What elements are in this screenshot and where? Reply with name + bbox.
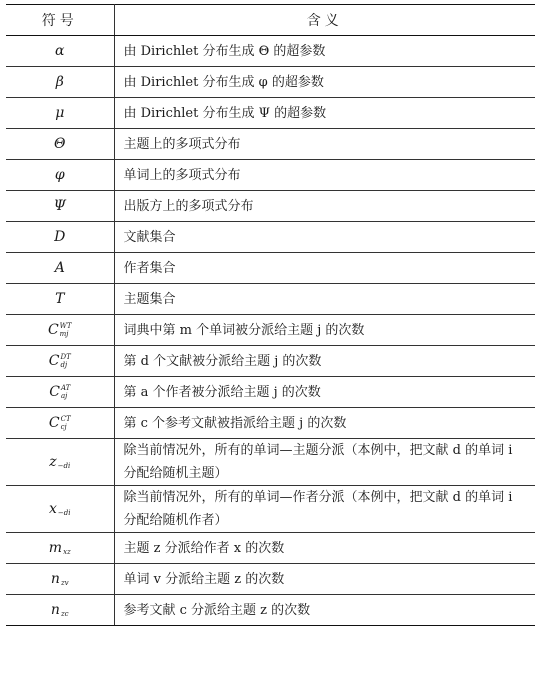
table-row xyxy=(6,315,535,346)
symbol-superscript xyxy=(61,602,69,610)
symbol-scripts xyxy=(60,353,70,369)
symbol-superscript xyxy=(58,454,71,462)
symbol-base: μ xyxy=(55,105,65,121)
meaning-cell: 由 Dirichlet 分布生成 Ψ 的超参数 xyxy=(114,98,535,129)
table-row xyxy=(6,564,535,595)
symbol-cell xyxy=(6,160,114,191)
symbol-base: Ψ xyxy=(53,198,66,214)
table-row xyxy=(6,191,535,222)
table-row xyxy=(6,222,535,253)
symbol-base: α xyxy=(55,43,65,59)
symbol-scripts xyxy=(61,384,70,400)
meaning-cell: 第 c 个参考文献被指派给主题 j 的次数 xyxy=(114,408,535,439)
symbol-cell xyxy=(6,486,114,533)
symbol-base: z xyxy=(49,454,57,470)
symbol-scripts xyxy=(61,602,69,618)
symbol-cell xyxy=(6,439,114,486)
notation-table xyxy=(6,4,535,626)
symbol-scripts xyxy=(63,540,71,556)
symbol-cell xyxy=(6,564,114,595)
symbol-cell xyxy=(6,595,114,626)
meaning-cell: 由 Dirichlet 分布生成 φ 的超参数 xyxy=(114,67,535,98)
symbol-subscript: zv xyxy=(60,579,69,587)
meaning-cell: 第 a 个作者被分派给主题 j 的次数 xyxy=(114,377,535,408)
table-row xyxy=(6,377,535,408)
symbol-cell xyxy=(6,222,114,253)
table-row xyxy=(6,98,535,129)
meaning-cell: 主题集合 xyxy=(114,284,535,315)
meaning-cell: 参考文献 c 分派给主题 z 的次数 xyxy=(114,595,535,626)
symbol-subscript: mj xyxy=(59,330,69,338)
symbol-cell xyxy=(6,408,114,439)
symbol-superscript xyxy=(58,501,71,509)
symbol-base: C xyxy=(48,415,60,431)
table-row xyxy=(6,129,535,160)
symbol-subscript: dj xyxy=(60,361,68,369)
symbol-cell xyxy=(6,67,114,98)
symbol-base: T xyxy=(55,291,65,307)
meaning-cell: 单词上的多项式分布 xyxy=(114,160,535,191)
symbol-subscript: xz xyxy=(63,548,71,556)
table-header-row xyxy=(6,5,535,36)
symbol-base: n xyxy=(50,571,60,587)
symbol-base: φ xyxy=(54,167,65,183)
symbol-base: C xyxy=(49,384,60,400)
symbol-base: D xyxy=(54,229,66,245)
meaning-cell: 第 d 个文献被分派给主题 j 的次数 xyxy=(114,346,535,377)
table-row xyxy=(6,160,535,191)
symbol-cell xyxy=(6,377,114,408)
table-row xyxy=(6,486,535,533)
table-row xyxy=(6,595,535,626)
meaning-cell: 出版方上的多项式分布 xyxy=(114,191,535,222)
symbol-base: n xyxy=(50,602,60,618)
symbol-superscript: DT xyxy=(60,353,71,361)
symbol-scripts xyxy=(61,571,69,587)
symbol-base: C xyxy=(47,322,59,338)
table-row xyxy=(6,533,535,564)
symbol-subscript: zc xyxy=(60,610,69,618)
symbol-superscript xyxy=(63,540,71,548)
meaning-cell: 除当前情况外，所有的单词—主题分派（本例中，把文献 d 的单词 i 分配给随机主题） xyxy=(114,439,535,486)
symbol-base: x xyxy=(49,501,57,517)
table-row xyxy=(6,408,535,439)
symbol-scripts xyxy=(60,322,72,338)
column-header-symbol: 符号 xyxy=(6,5,114,36)
notation-table-container xyxy=(6,4,535,626)
symbol-base: C xyxy=(48,353,60,369)
symbol-scripts xyxy=(58,454,71,470)
meaning-cell: 由 Dirichlet 分布生成 Θ 的超参数 xyxy=(114,36,535,67)
symbol-subscript: −di xyxy=(57,462,71,470)
table-row xyxy=(6,36,535,67)
symbol-superscript: CT xyxy=(60,415,71,423)
symbol-superscript xyxy=(61,571,69,579)
column-header-meaning: 含义 xyxy=(114,5,535,36)
symbol-cell xyxy=(6,36,114,67)
symbol-cell xyxy=(6,315,114,346)
meaning-cell: 除当前情况外，所有的单词—作者分派（本例中，把文献 d 的单词 i 分配给随机作者） xyxy=(114,486,535,533)
table-row xyxy=(6,67,535,98)
symbol-cell xyxy=(6,253,114,284)
meaning-cell: 主题 z 分派给作者 x 的次数 xyxy=(114,533,535,564)
symbol-subscript: aj xyxy=(60,392,68,400)
symbol-base: β xyxy=(55,74,64,90)
symbol-base: A xyxy=(54,260,65,276)
symbol-cell xyxy=(6,346,114,377)
symbol-subscript: cj xyxy=(60,423,67,431)
table-body xyxy=(6,36,535,626)
meaning-cell: 文献集合 xyxy=(114,222,535,253)
symbol-superscript: WT xyxy=(59,322,72,330)
symbol-cell xyxy=(6,533,114,564)
meaning-cell: 单词 v 分派给主题 z 的次数 xyxy=(114,564,535,595)
symbol-cell xyxy=(6,284,114,315)
symbol-cell xyxy=(6,98,114,129)
meaning-cell: 主题上的多项式分布 xyxy=(114,129,535,160)
symbol-cell xyxy=(6,191,114,222)
table-row xyxy=(6,284,535,315)
symbol-scripts xyxy=(61,415,71,431)
meaning-cell: 词典中第 m 个单词被分派给主题 j 的次数 xyxy=(114,315,535,346)
table-row xyxy=(6,439,535,486)
symbol-superscript: AT xyxy=(60,384,71,392)
symbol-base: Θ xyxy=(54,136,66,152)
table-row xyxy=(6,346,535,377)
symbol-base: m xyxy=(48,540,63,556)
table-row xyxy=(6,253,535,284)
symbol-scripts xyxy=(58,501,71,517)
symbol-subscript: −di xyxy=(57,509,71,517)
meaning-cell: 作者集合 xyxy=(114,253,535,284)
symbol-cell xyxy=(6,129,114,160)
